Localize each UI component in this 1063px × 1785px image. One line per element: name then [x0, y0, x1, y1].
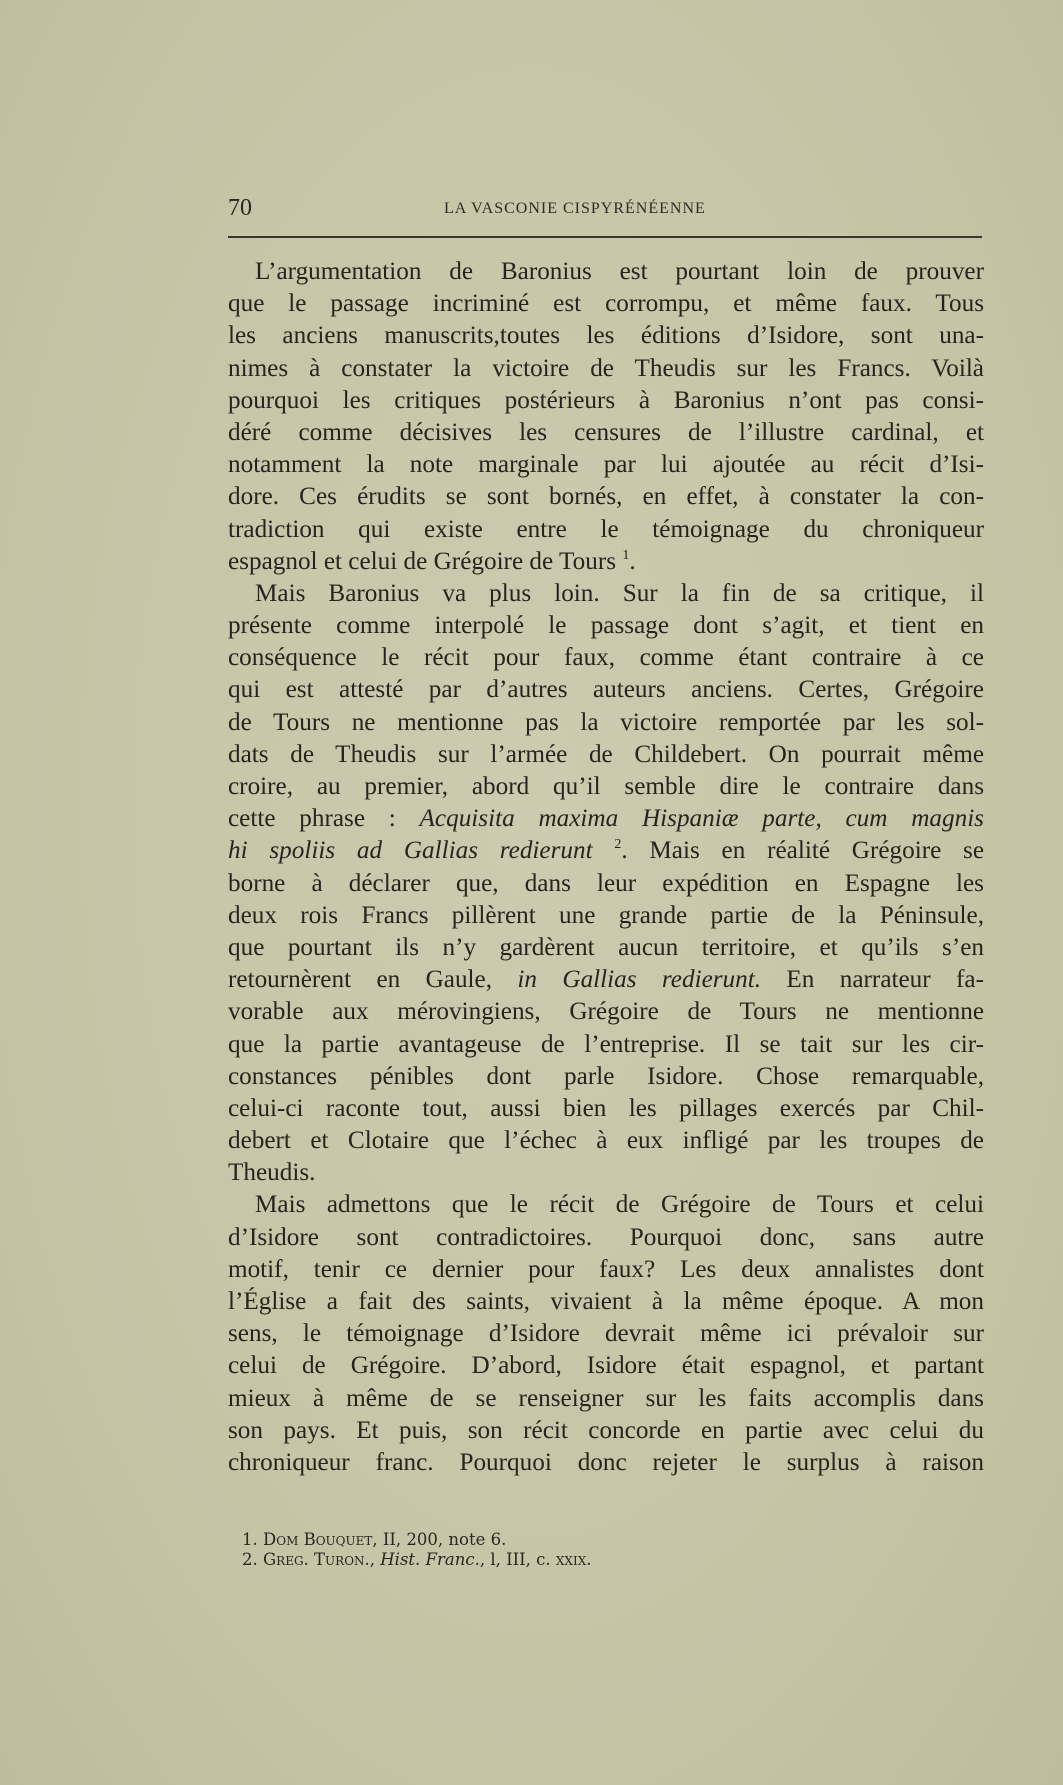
footnote-text: , — [369, 1550, 381, 1569]
text-line: que le passage incriminé est corrompu, et même faux. Tous — [228, 290, 984, 318]
text-line: dore. Ces érudits se sont bornés, en effet, à constater la con- — [228, 483, 984, 511]
text-line: deux rois Francs pillèrent une grande partie de la Péninsule, — [228, 901, 984, 929]
text-line: pourquoi les critiques postérieurs à Baronius n’ont pas consi- — [228, 386, 984, 414]
text-line: déré comme décisives les censures de l’illustre cardinal, et — [228, 418, 984, 446]
text-line: espagnol et celui de Grégoire de Tours $^1$. — [228, 547, 636, 575]
text-line: que pourtant ils n’y gardèrent aucun territoire, et qu’ils s’en — [228, 933, 984, 961]
body-text — [228, 256, 984, 1479]
paragraph-2 — [228, 578, 984, 1190]
text-line: dats de Theudis sur l’armée de Childebert. On pourrait même — [228, 740, 984, 768]
text-line — [228, 964, 984, 996]
latin-phrase: in Gallias redierunt. — [517, 966, 762, 994]
text-line: constances pénibles dont parle Isidore. Chose remarquable, — [228, 1062, 984, 1090]
text-line: croire, au premier, abord qu’il semble dire le contraire dans — [228, 773, 984, 800]
text-fragment: . Mais en réalité Grégoire se — [621, 837, 985, 865]
footnotes — [242, 1530, 942, 1570]
text-line: Mais admettons que le récit de Grégoire de Tours et celui — [255, 1191, 984, 1219]
text-line: que la partie avantageuse de l’entreprise. Il se tait sur les cir- — [228, 1030, 984, 1058]
text-fragment: espagnol et celui de Grégoire de Tours — [228, 547, 617, 575]
footnote-1 — [242, 1530, 942, 1550]
page-number: 70 — [228, 195, 252, 221]
text-line: de Tours ne mentionne pas la victoire remportée par les sol- — [228, 708, 984, 736]
text-line: vorable aux mérovingiens, Grégoire de Tours ne mentionne — [228, 998, 984, 1026]
text-line: nimes à constater la victoire de Theudis sur les Francs. Voilà — [228, 354, 984, 382]
page-header — [228, 195, 982, 225]
text-line: Mais Baronius va plus loin. Sur la fin de sa critique, il — [255, 579, 984, 607]
footnote-author: Dom Bouquet — [263, 1530, 373, 1549]
footnote-work-title: Hist. Franc. — [380, 1550, 480, 1569]
text-line: borne à déclarer que, dans leur expédition en Espagne les — [228, 869, 984, 897]
text-line: l’Église a fait des saints, vivaient à la même époque. A mon — [228, 1288, 984, 1315]
text-line — [228, 803, 984, 835]
footnote-number: 1. — [242, 1530, 258, 1549]
text-line: notamment la note marginale par lui ajoutée au récit d’Isi- — [228, 451, 984, 479]
text-line: sens, le témoignage d’Isidore devrait même ici prévaloir sur — [228, 1320, 984, 1348]
footnote-author: Greg. Turon. — [263, 1550, 370, 1569]
text-line: celui-ci raconte tout, aussi bien les pillages exercés par Chil- — [228, 1094, 984, 1122]
footnote-text: , II, 200, note 6. — [372, 1530, 507, 1549]
text-line: Theudis. — [228, 1159, 316, 1187]
footnote-2 — [242, 1550, 942, 1570]
text-line: son pays. Et puis, son récit concorde en partie avec celui du — [228, 1416, 984, 1444]
footnote-ref-1[interactable]: 1 — [622, 547, 630, 563]
text-fragment: cette phrase : — [228, 805, 420, 833]
text-line: qui est attesté par d’autres auteurs anciens. Certes, Grégoire — [228, 676, 984, 704]
text-line: celui de Grégoire. D’abord, Isidore était espagnol, et partant — [228, 1352, 984, 1380]
text-line: debert et Clotaire que l’échec à eux infligé par les troupes de — [228, 1127, 984, 1155]
text-fragment: En narrateur fa- — [761, 966, 984, 994]
text-line: L’argumentation de Baronius est pourtant loin de prouver — [255, 258, 984, 285]
text-line: tradiction qui existe entre le témoignage du chroniqueur — [228, 515, 984, 543]
footnote-number: 2. — [242, 1550, 258, 1569]
latin-quote: hi spoliis ad Gallias redierunt — [228, 837, 593, 865]
running-title: LA VASCONIE CISPYRÉNÉENNE — [444, 200, 706, 217]
paragraph-1 — [228, 256, 984, 578]
footnote-ref-2[interactable]: 2 — [614, 837, 622, 853]
text-line: mieux à même de se renseigner sur les faits accomplis dans — [228, 1384, 984, 1412]
footnote-text: , l, III, c. — [479, 1550, 556, 1569]
paragraph-3 — [228, 1189, 984, 1479]
text-line: chroniqueur franc. Pourquoi donc rejeter le surplus à raison — [228, 1448, 984, 1476]
text-line: motif, tenir ce dernier pour faux? Les deux annalistes dont — [228, 1255, 984, 1283]
text-line: présente comme interpolé le passage dont s’agit, et tient en — [228, 612, 984, 640]
text-fragment: retournèrent en Gaule, — [228, 966, 518, 994]
header-rule — [228, 236, 982, 238]
footnote-chapter: xxix. — [555, 1550, 592, 1569]
text-line — [228, 835, 984, 867]
text-line: d’Isidore sont contradictoires. Pourquoi donc, sans autre — [228, 1223, 984, 1251]
text-line: les anciens manuscrits,toutes les éditions d’Isidore, sont una- — [228, 322, 984, 350]
latin-quote: Acquisita maxima Hispaniæ parte, cum magnis — [419, 805, 984, 833]
text-line: conséquence le récit pour faux, comme étant contraire à ce — [228, 644, 984, 672]
